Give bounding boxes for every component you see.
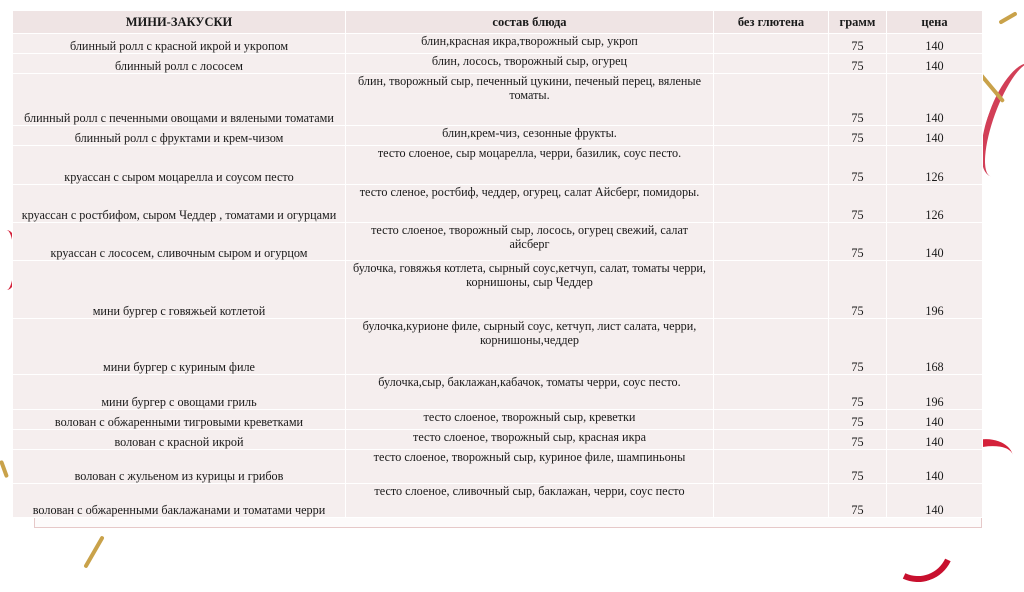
dish-grams: 75 [829, 449, 887, 483]
header-price: цена [887, 11, 983, 34]
dish-grams: 75 [829, 184, 887, 222]
dish-composition: тесто слоеное, творожный сыр, креветки [346, 409, 714, 429]
table-row [13, 146, 983, 184]
dish-grams: 75 [829, 375, 887, 409]
header-name: МИНИ-ЗАКУСКИ [13, 11, 346, 34]
dish-price: 140 [887, 54, 983, 74]
dish-composition: блин, творожный сыр, печенный цукини, печеный перец, вяленые томаты. [346, 74, 714, 126]
dish-grams: 75 [829, 34, 887, 54]
dish-name: мини бургер с говяжьей котлетой [13, 260, 346, 318]
dish-name: блинный ролл с лососем [13, 54, 346, 74]
gluten-free-cell [714, 184, 829, 222]
dish-price: 140 [887, 449, 983, 483]
dish-price: 126 [887, 146, 983, 184]
dish-name: волован с красной икрой [13, 429, 346, 449]
dish-composition: булочка, говяжья котлета, сырный соус,кетчуп, салат, томаты черри, корнишоны, сыр Чеддер [346, 260, 714, 318]
dish-price: 126 [887, 184, 983, 222]
confetti-decoration [998, 11, 1017, 24]
gluten-free-cell [714, 449, 829, 483]
dish-name: волован с обжаренными тигровыми креветками [13, 409, 346, 429]
table-row [13, 483, 983, 517]
dish-composition: блин, лосось, творожный сыр, огурец [346, 54, 714, 74]
dish-grams: 75 [829, 429, 887, 449]
dish-composition: тесто слоеное, творожный сыр, куриное филе, шампиньоны [346, 449, 714, 483]
gluten-free-cell [714, 319, 829, 375]
dish-composition: тесто сленое, ростбиф, чеддер, огурец, салат Айсберг, помидоры. [346, 184, 714, 222]
dish-composition: булочка,курионе филе, сырный соус, кетчуп, лист салата, черри, корнишоны,чеддер [346, 319, 714, 375]
gluten-free-cell [714, 34, 829, 54]
dish-composition: блин,крем-чиз, сезонные фрукты. [346, 126, 714, 146]
dish-price: 140 [887, 126, 983, 146]
dish-grams: 75 [829, 409, 887, 429]
gluten-free-cell [714, 409, 829, 429]
dish-composition: тесто слоеное, творожный сыр, красная икра [346, 429, 714, 449]
dish-grams: 75 [829, 54, 887, 74]
dish-price: 140 [887, 34, 983, 54]
dish-composition: блин,красная икра,творожный сыр, укроп [346, 34, 714, 54]
dish-grams: 75 [829, 260, 887, 318]
dish-name: круассан с сыром моцарелла и соусом песто [13, 146, 346, 184]
header-composition: состав блюда [346, 11, 714, 34]
table-row [13, 54, 983, 74]
table-row [13, 409, 983, 429]
table-header-row [13, 11, 983, 34]
dish-name: блинный ролл с печенными овощами и вялеными томатами [13, 74, 346, 126]
gluten-free-cell [714, 429, 829, 449]
dish-price: 140 [887, 222, 983, 260]
confetti-decoration [83, 535, 104, 568]
dish-grams: 75 [829, 126, 887, 146]
header-grams: грамм [829, 11, 887, 34]
dish-name: волован с обжаренными баклажанами и томатами черри [13, 483, 346, 517]
table-row [13, 74, 983, 126]
header-gluten-free: без глютена [714, 11, 829, 34]
dish-name: мини бургер с куриным филе [13, 319, 346, 375]
dish-price: 168 [887, 319, 983, 375]
dish-price: 140 [887, 429, 983, 449]
dish-price: 196 [887, 375, 983, 409]
gluten-free-cell [714, 146, 829, 184]
dish-name: блинный ролл с красной икрой и укропом [13, 34, 346, 54]
table-row [13, 375, 983, 409]
dish-name: мини бургер с овощами гриль [13, 375, 346, 409]
dish-composition: тесто слоеное, сыр моцарелла, черри, базилик, соус песто. [346, 146, 714, 184]
gluten-free-cell [714, 375, 829, 409]
dish-composition: тесто слоеное, творожный сыр, лосось, огурец свежий, салат айсберг [346, 222, 714, 260]
table-row [13, 429, 983, 449]
dish-composition: тесто слоеное, сливочный сыр, баклажан, черри, соус песто [346, 483, 714, 517]
dish-name: блинный ролл с фруктами и крем-чизом [13, 126, 346, 146]
confetti-decoration [0, 460, 9, 478]
gluten-free-cell [714, 74, 829, 126]
table-row [13, 126, 983, 146]
gluten-free-cell [714, 126, 829, 146]
dish-name: круассан с лососем, сливочным сыром и огурцом [13, 222, 346, 260]
dish-price: 140 [887, 409, 983, 429]
dish-grams: 75 [829, 483, 887, 517]
dish-grams: 75 [829, 74, 887, 126]
table-row [13, 184, 983, 222]
dish-grams: 75 [829, 146, 887, 184]
dish-name: круассан с ростбифом, сыром Чеддер , томатами и огурцами [13, 184, 346, 222]
gluten-free-cell [714, 54, 829, 74]
table-row [13, 222, 983, 260]
dish-price: 196 [887, 260, 983, 318]
table-row [13, 449, 983, 483]
menu-table [12, 10, 983, 518]
dish-grams: 75 [829, 222, 887, 260]
dish-name: волован с жульеном из курицы и грибов [13, 449, 346, 483]
dish-price: 140 [887, 74, 983, 126]
gluten-free-cell [714, 483, 829, 517]
dish-price: 140 [887, 483, 983, 517]
table-row [13, 260, 983, 318]
dish-composition: булочка,сыр, баклажан,кабачок, томаты черри, соус песто. [346, 375, 714, 409]
table-row [13, 34, 983, 54]
gluten-free-cell [714, 260, 829, 318]
dish-grams: 75 [829, 319, 887, 375]
gluten-free-cell [714, 222, 829, 260]
table-row [13, 319, 983, 375]
